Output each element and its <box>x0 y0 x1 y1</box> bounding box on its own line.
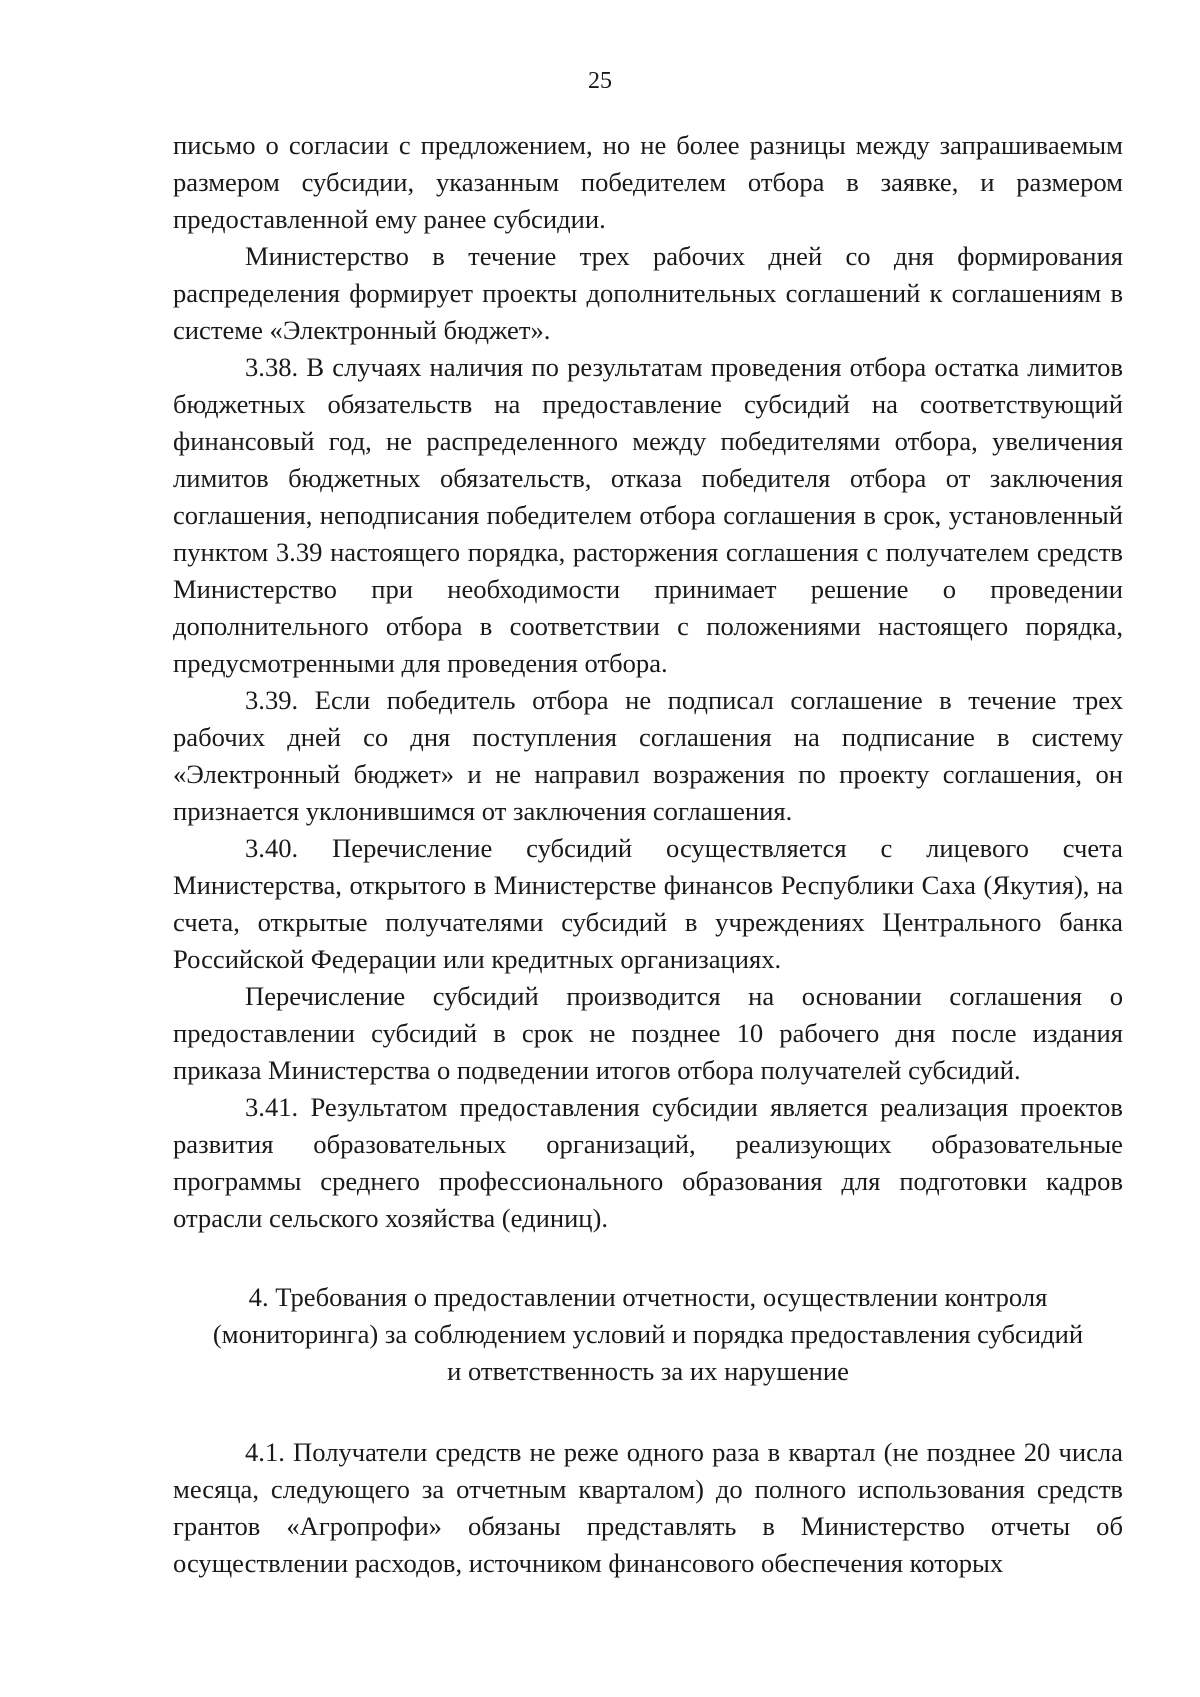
paragraph-3-38: 3.38. В случаях наличия по результатам проведения отбора остатка лимитов бюджетных обязательств на предоставление субсидий на соответствующий финансовый год, не распределенного между победителями отбора, увеличения лимитов бюджетных обязательств, отказа победителя отбора от заключения соглашения, неподписания победителем отбора соглашения в срок, установленный пунктом 3.39 настоящего порядка, расторжения соглашения с получателем средств Министерство при необходимости принимает решение о проведении дополнительного отбора в соответствии с положениями настоящего порядка, предусмотренными для проведения отбора. <box>173 352 1123 678</box>
section-heading-line: и ответственность за их нарушение <box>447 1356 849 1386</box>
paragraph-3-41: 3.41. Результатом предоставления субсидии является реализация проектов развития образовательных организаций, реализующих образовательные программы среднего профессионального образования для подготовки кадров отрасли сельского хозяйства (единиц). <box>173 1092 1123 1233</box>
section-heading-line: (мониторинга) за соблюдением условий и порядка предоставления субсидий <box>212 1319 1084 1349</box>
paragraph-3-40: 3.40. Перечисление субсидий осуществляется с лицевого счета Министерства, открытого в Министерстве финансов Республики Саха (Якутия), на счета, открытые получателями субсидий в учреждениях Центрального банка Российской Федерации или кредитных организациях. <box>173 833 1123 974</box>
section-heading <box>173 1279 1123 1390</box>
paragraph: Перечисление субсидий производится на основании соглашения о предоставлении субсидий в срок не позднее 10 рабочего дня после издания приказа Министерства о подведении итогов отбора получателей субсидий. <box>173 981 1123 1085</box>
document-body <box>173 127 1123 1582</box>
paragraph: письмо о согласии с предложением, но не более разницы между запрашиваемым размером субсидии, указанным победителем отбора в заявке, и размером предоставленной ему ранее субсидии. <box>173 130 1123 234</box>
paragraph-4-1: 4.1. Получатели средств не реже одного раза в квартал (не позднее 20 числа месяца, следующего за отчетным кварталом) до полного использования средств грантов «Агропрофи» обязаны представлять в Министерство отчеты об осуществлении расходов, источником финансового обеспечения которых <box>173 1437 1123 1578</box>
paragraph: Министерство в течение трех рабочих дней со дня формирования распределения формирует проекты дополнительных соглашений к соглашениям в системе «Электронный бюджет». <box>173 241 1123 345</box>
section-heading-line: 4. Требования о предоставлении отчетности, осуществлении контроля <box>248 1282 1048 1312</box>
paragraph-3-39: 3.39. Если победитель отбора не подписал соглашение в течение трех рабочих дней со дня поступления соглашения на подписание в систему «Электронный бюджет» и не направил возражения по проекту соглашения, он признается уклонившимся от заключения соглашения. <box>173 685 1123 826</box>
page-number: 25 <box>588 68 612 94</box>
